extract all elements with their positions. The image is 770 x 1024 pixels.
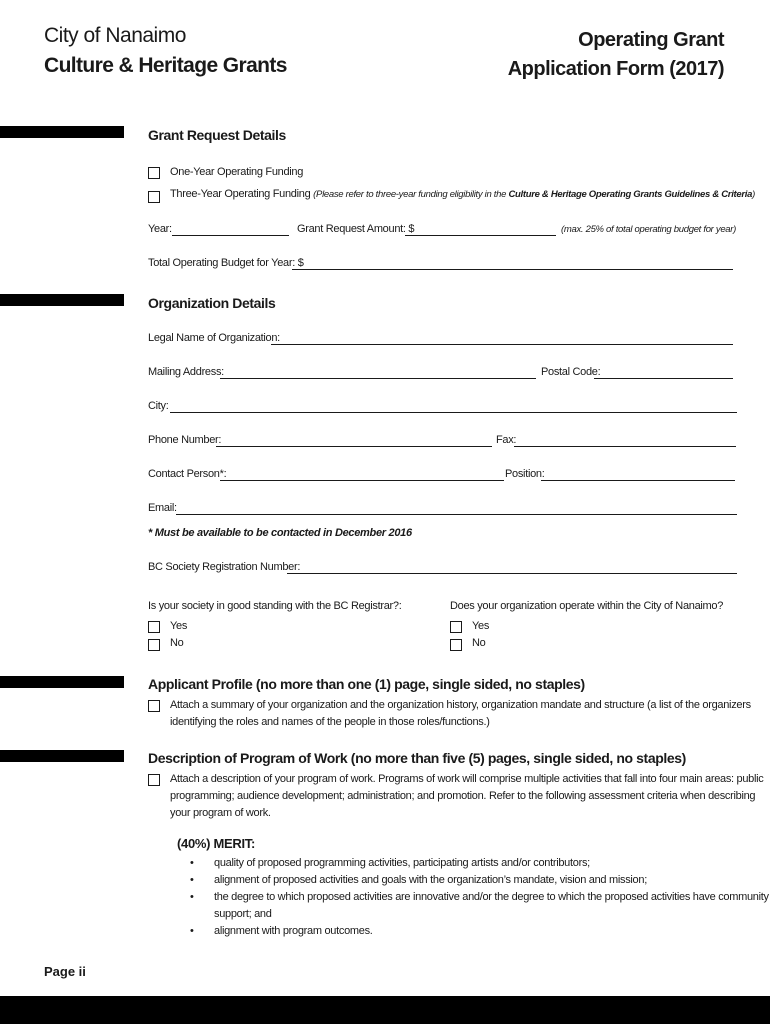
program-line: programming; audience development; administration; and promotion. Refer to the following assessment criteria when describing: [170, 790, 756, 802]
program-title: Description of Program of Work (no more than five (5) pages, single sided, no staples): [148, 750, 686, 766]
applicant-description: [170, 697, 751, 731]
nanaimo-no-checkbox[interactable]: [450, 639, 462, 651]
grant-request-title: Grant Request Details: [148, 127, 286, 143]
registrar-no-label: No: [170, 637, 184, 649]
applicant-checkbox[interactable]: [148, 700, 160, 712]
nanaimo-yes-checkbox[interactable]: [450, 621, 462, 633]
legal-name-label: Legal Name of Organization:: [148, 332, 280, 344]
registrar-question: Is your society in good standing with the BC Registrar?:: [148, 600, 402, 612]
section-bar: [0, 676, 124, 688]
nanaimo-no-label: No: [472, 637, 486, 649]
phone-field[interactable]: [216, 446, 492, 447]
section-bar: [0, 750, 124, 762]
page-number: Page ii: [44, 964, 86, 979]
amount-label: Grant Request Amount: $: [297, 223, 415, 235]
applicant-line: Attach a summary of your organization and the organization history, organization mandate and structure (a list of the organizers: [170, 699, 751, 711]
applicant-title: Applicant Profile (no more than one (1) page, single sided, no staples): [148, 676, 585, 692]
year-field[interactable]: [172, 235, 289, 236]
one-year-checkbox[interactable]: [148, 167, 160, 179]
city-label: City:: [148, 400, 169, 412]
nanaimo-question: Does your organization operate within the City of Nanaimo?: [450, 600, 724, 612]
guidelines-ref: Culture & Heritage Operating Grants Guidelines & Criteria: [508, 189, 753, 200]
fax-label: Fax:: [496, 434, 517, 446]
phone-label: Phone Number:: [148, 434, 222, 446]
contact-field[interactable]: [220, 480, 504, 481]
bullet-dot: •: [190, 891, 194, 903]
registrar-yes-checkbox[interactable]: [148, 621, 160, 633]
merit-item-continued: support; and: [214, 908, 272, 920]
three-year-text: Three-Year Operating Funding: [170, 188, 311, 200]
postal-label: Postal Code:: [541, 366, 601, 378]
section-bar: [0, 126, 124, 138]
form-subtitle: Application Form (2017): [507, 58, 724, 80]
email-field[interactable]: [176, 514, 737, 515]
position-field[interactable]: [541, 480, 735, 481]
fax-field[interactable]: [514, 446, 736, 447]
registrar-yes-label: Yes: [170, 620, 188, 632]
year-label: Year:: [148, 223, 172, 235]
one-year-label: One-Year Operating Funding: [170, 166, 304, 178]
postal-field[interactable]: [594, 378, 733, 379]
section-bar: [0, 294, 124, 306]
form-title: Operating Grant: [578, 29, 724, 51]
program-name: Culture & Heritage Grants: [44, 54, 287, 77]
contact-note: * Must be available to be contacted in December 2016: [148, 527, 412, 539]
bc-reg-field[interactable]: [287, 573, 737, 574]
merit-heading: (40%) MERIT:: [177, 836, 256, 851]
three-year-note-c: ): [752, 189, 755, 200]
nanaimo-yes-label: Yes: [472, 620, 490, 632]
mailing-field[interactable]: [220, 378, 536, 379]
registrar-no-checkbox[interactable]: [148, 639, 160, 651]
program-line: Attach a description of your program of work. Programs of work will comprise multiple activities that fall into four main areas: public: [170, 773, 764, 785]
three-year-label: [170, 188, 755, 200]
budget-label: Total Operating Budget for Year: $: [148, 257, 304, 269]
email-label: Email:: [148, 502, 177, 514]
amount-field[interactable]: [405, 235, 556, 236]
program-checkbox[interactable]: [148, 774, 160, 786]
amount-note: (max. 25% of total operating budget for year): [561, 224, 737, 235]
merit-item: alignment with program outcomes.: [214, 925, 373, 937]
merit-item: alignment of proposed activities and goals with the organization’s mandate, vision and mission;: [214, 874, 647, 886]
organization-title: Organization Details: [148, 295, 276, 311]
budget-field[interactable]: [292, 269, 733, 270]
city-name: City of Nanaimo: [44, 24, 186, 47]
program-description: [170, 771, 763, 822]
merit-item: the degree to which proposed activities are innovative and/or the degree to which the proposed activities have community: [214, 891, 769, 903]
position-label: Position:: [505, 468, 545, 480]
legal-name-field[interactable]: [271, 344, 733, 345]
mailing-label: Mailing Address:: [148, 366, 224, 378]
bc-reg-label: BC Society Registration Number:: [148, 561, 301, 573]
merit-item: quality of proposed programming activities, participating artists and/or contributors;: [214, 857, 590, 869]
city-field[interactable]: [170, 412, 737, 413]
program-line: your program of work.: [170, 807, 271, 819]
footer-bar: [0, 996, 770, 1024]
three-year-note-a: (Please refer to three-year funding eligibility in the: [313, 189, 509, 200]
contact-label: Contact Person*:: [148, 468, 227, 480]
applicant-line: identifying the roles and names of the people in those roles/functions.): [170, 716, 490, 728]
three-year-checkbox[interactable]: [148, 191, 160, 203]
bullet-dot: •: [190, 857, 194, 869]
bullet-dot: •: [190, 925, 194, 937]
bullet-dot: •: [190, 874, 194, 886]
